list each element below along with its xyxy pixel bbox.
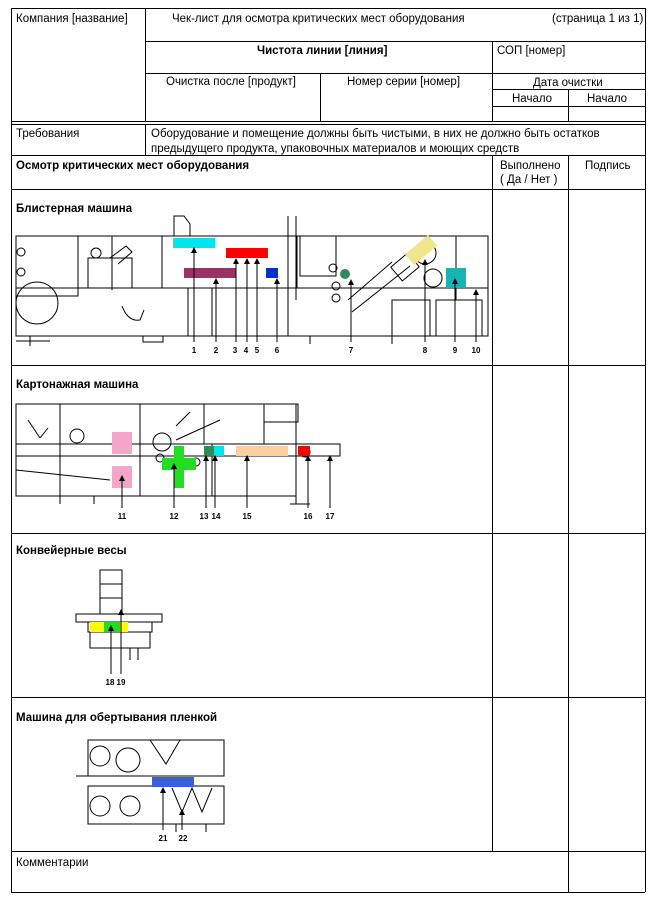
blister-machine-diagram bbox=[16, 216, 488, 346]
point-label-13: 13 bbox=[199, 512, 209, 521]
point-label-5: 5 bbox=[254, 346, 260, 355]
point-area-19 bbox=[104, 622, 120, 632]
checkweigher-arrows bbox=[111, 612, 121, 674]
point-area-9 bbox=[446, 268, 466, 288]
checkweigher-diagram bbox=[76, 570, 162, 660]
page-number: (страница 1 из 1) bbox=[552, 13, 644, 25]
point-label-6: 6 bbox=[274, 346, 280, 355]
point-label-11: 11 bbox=[117, 512, 127, 521]
clean-date-label: Дата очистки bbox=[533, 77, 603, 89]
inspection-heading: Осмотр критических мест оборудования bbox=[16, 160, 250, 172]
requirements-text-1: Оборудование и помещение должны быть чистыми, в них не должно быть остатков bbox=[151, 128, 600, 140]
point-area-1 bbox=[173, 238, 215, 248]
point-label-16: 16 bbox=[303, 512, 313, 521]
point-label-19: 19 bbox=[116, 678, 126, 687]
blister-arrows bbox=[194, 250, 476, 342]
point-label-1: 1 bbox=[191, 346, 197, 355]
requirements-text-2: предыдущего продукта, упаковочных материалов и моющих средств bbox=[151, 143, 520, 155]
point-area-3 bbox=[226, 248, 268, 258]
point-label-3: 3 bbox=[232, 346, 238, 355]
point-label-15: 15 bbox=[242, 512, 252, 521]
section-title-wrapper: Машина для обертывания пленкой bbox=[16, 712, 218, 724]
point-area-8 bbox=[405, 235, 437, 265]
point-area-7 bbox=[340, 269, 350, 279]
film-wrapping-diagram bbox=[76, 740, 224, 832]
section-title-blister: Блистерная машина bbox=[16, 203, 133, 215]
point-label-18: 18 bbox=[105, 678, 115, 687]
point-area-15 bbox=[236, 446, 288, 456]
point-label-10: 10 bbox=[471, 346, 481, 355]
requirements-label: Требования bbox=[16, 128, 80, 140]
document-title: Чек-лист для осмотра критических мест оборудования bbox=[172, 13, 465, 25]
point-area-16 bbox=[298, 446, 310, 456]
point-label-2: 2 bbox=[213, 346, 219, 355]
point-area-14 bbox=[214, 446, 224, 456]
point-label-17: 17 bbox=[325, 512, 335, 521]
cartoning-arrows bbox=[122, 458, 330, 508]
point-area-11-top bbox=[112, 432, 132, 454]
batch-number: Номер серии [номер] bbox=[347, 76, 461, 88]
point-area-21 bbox=[152, 777, 194, 787]
signature-heading: Подпись bbox=[585, 160, 631, 172]
point-label-14: 14 bbox=[211, 512, 221, 521]
line-cleanliness-title: Чистота линии [линия] bbox=[257, 45, 388, 57]
done-heading-2: ( Да / Нет ) bbox=[500, 174, 558, 186]
done-heading-1: Выполнено bbox=[500, 160, 561, 172]
point-area-13 bbox=[204, 446, 214, 456]
section-title-checkweigher: Конвейерные весы bbox=[16, 545, 127, 557]
point-label-7: 7 bbox=[348, 346, 354, 355]
point-label-21: 21 bbox=[158, 834, 168, 843]
point-label-9: 9 bbox=[452, 346, 458, 355]
section-title-cartoner: Картонажная машина bbox=[16, 379, 139, 391]
point-area-12 bbox=[162, 446, 196, 488]
point-label-8: 8 bbox=[422, 346, 428, 355]
company-name: Компания [название] bbox=[16, 13, 128, 25]
point-label-4: 4 bbox=[243, 346, 249, 355]
point-area-6 bbox=[266, 268, 278, 278]
start-label-2: Начало bbox=[587, 93, 628, 105]
sop-number: СОП [номер] bbox=[497, 45, 566, 57]
start-label-1: Начало bbox=[512, 93, 553, 105]
cleaned-after-product: Очистка после [продукт] bbox=[166, 76, 296, 88]
point-area-2 bbox=[184, 268, 236, 278]
point-label-12: 12 bbox=[169, 512, 179, 521]
point-label-22: 22 bbox=[178, 834, 188, 843]
comments-label: Комментарии bbox=[16, 857, 89, 869]
